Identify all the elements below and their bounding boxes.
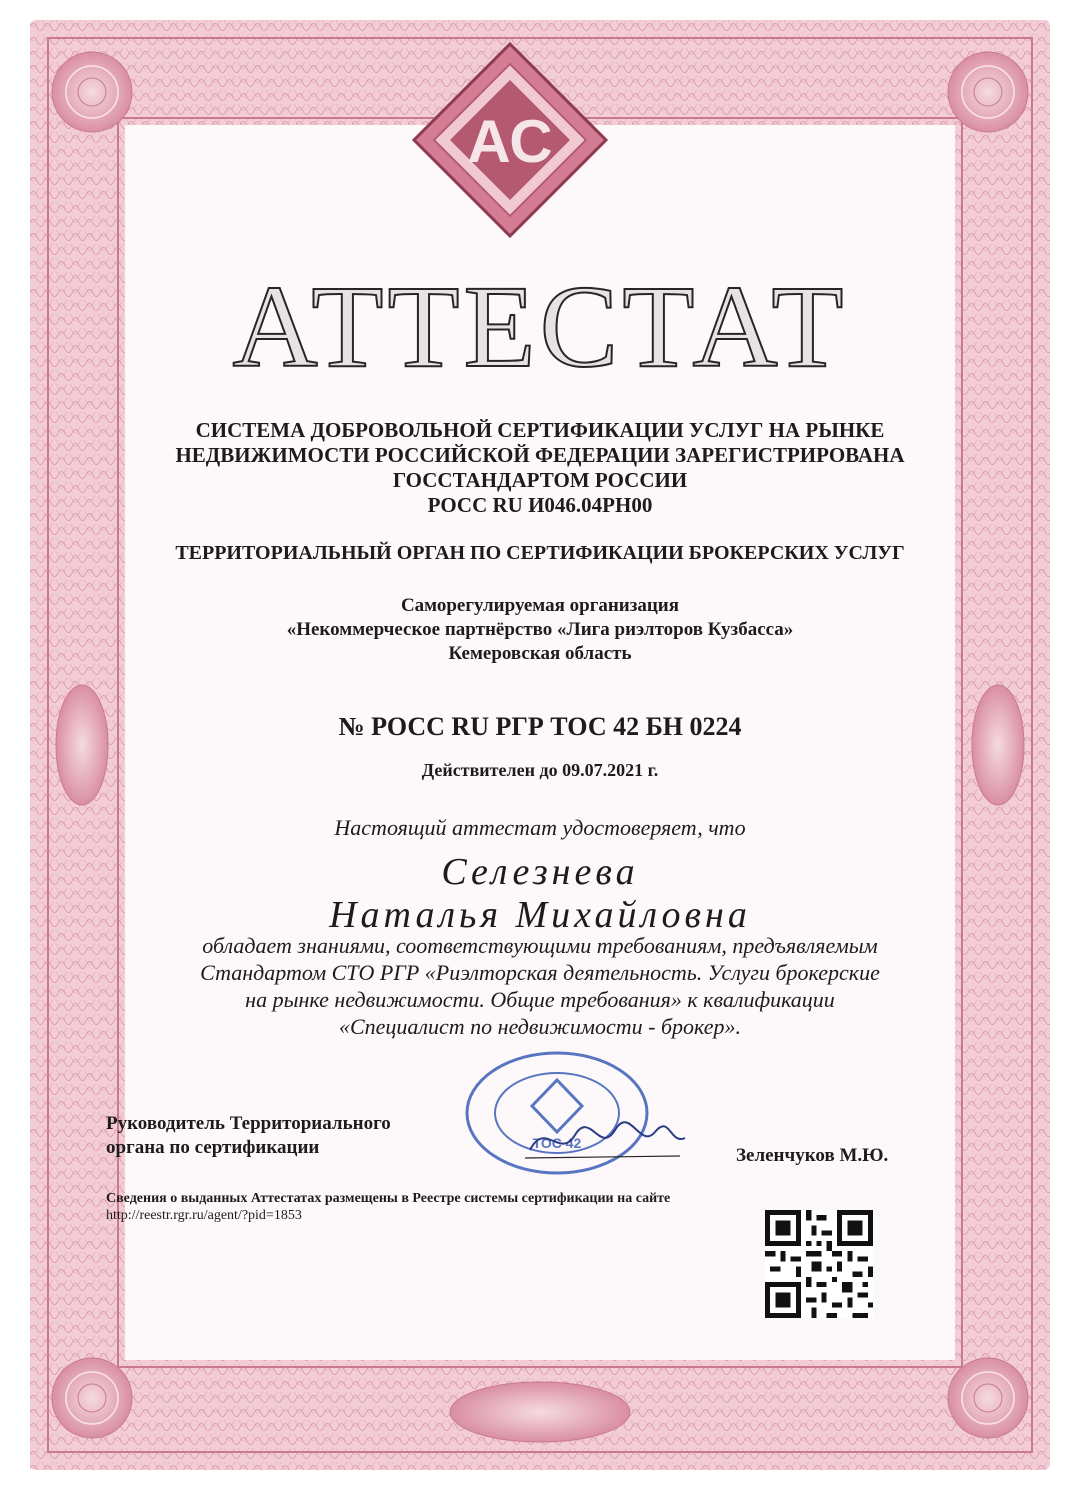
sro-line-3: Кемеровская область xyxy=(448,643,632,664)
as-logo-icon xyxy=(410,40,610,240)
corner-rosette-top-right xyxy=(948,52,1028,132)
holder-given-names: Наталья Михайловна xyxy=(329,894,751,936)
system-line-1: СИСТЕМА ДОБРОВОЛЬНОЙ СЕРТИФИКАЦИИ УСЛУГ НА РЫНКЕ xyxy=(195,418,885,442)
corner-rosette-top-left xyxy=(52,52,132,132)
territorial-body: ТЕРРИТОРИАЛЬНЫЙ ОРГАН ПО СЕРТИФИКАЦИИ БРОКЕРСКИХ УСЛУГ xyxy=(175,542,905,564)
svg-text:ТОС 42: ТОС 42 xyxy=(532,1135,582,1151)
system-line-2: НЕДВИЖИМОСТИ РОССИЙСКОЙ ФЕДЕРАЦИИ ЗАРЕГИСТРИРОВАНА xyxy=(175,443,905,467)
sro-organization xyxy=(0,594,1080,666)
certification-system xyxy=(0,418,1080,518)
certificate-number: № РОСС RU РГР ТОС 42 БН 0224 xyxy=(338,712,742,741)
signatory-name: Зеленчуков М.Ю. xyxy=(736,1145,889,1166)
valid-until: Действителен до 09.07.2021 г. xyxy=(421,760,659,780)
qr-code-icon[interactable] xyxy=(765,1210,873,1318)
bottom-rosette xyxy=(450,1382,630,1442)
qualification-line-3: на рынке недвижимости. Общие требования» к квалификации xyxy=(245,987,835,1012)
logo-text: АС xyxy=(467,108,553,175)
qualification-line-4: «Специалист по недвижимости - брокер». xyxy=(338,1014,742,1039)
qualification-line-1: обладает знаниями, соответствующими требованиям, предъявляемым xyxy=(202,933,878,958)
registry-info xyxy=(106,1190,670,1224)
document-title: АТТЕСТАТ xyxy=(232,261,848,392)
corner-rosette-bottom-right xyxy=(948,1358,1028,1438)
qualification-statement xyxy=(90,932,990,1040)
sro-line-1: Саморегулируемая организация xyxy=(400,595,680,616)
holder-surname: Селезнева xyxy=(441,851,639,893)
system-line-3: ГОССТАНДАРТОМ РОССИИ xyxy=(392,468,688,492)
signatory-role-line-2: органа по сертификации xyxy=(106,1137,320,1158)
corner-rosette-bottom-left xyxy=(52,1358,132,1438)
side-rosette-right xyxy=(972,685,1024,805)
signatory-role xyxy=(106,1112,391,1160)
system-registration-code: РОСС RU И046.04РН00 xyxy=(427,493,653,517)
handwritten-signature xyxy=(520,1110,690,1170)
sro-line-2: «Некоммерческое партнёрство «Лига риэлторов Кузбасса» xyxy=(286,619,794,640)
qualification-line-2: Стандартом СТО РГР «Риэлторская деятельность. Услуги брокерские xyxy=(200,960,880,985)
certification-intro: Настоящий аттестат удостоверяет, что xyxy=(334,815,746,840)
registry-text: Сведения о выданных Аттестатах размещены в Реестре системы сертификации на сайте xyxy=(106,1191,671,1206)
signatory-role-line-1: Руководитель Территориального xyxy=(106,1113,391,1134)
registry-url[interactable]: http://reestr.rgr.ru/agent/?pid=1853 xyxy=(106,1208,302,1223)
side-rosette-left xyxy=(56,685,108,805)
